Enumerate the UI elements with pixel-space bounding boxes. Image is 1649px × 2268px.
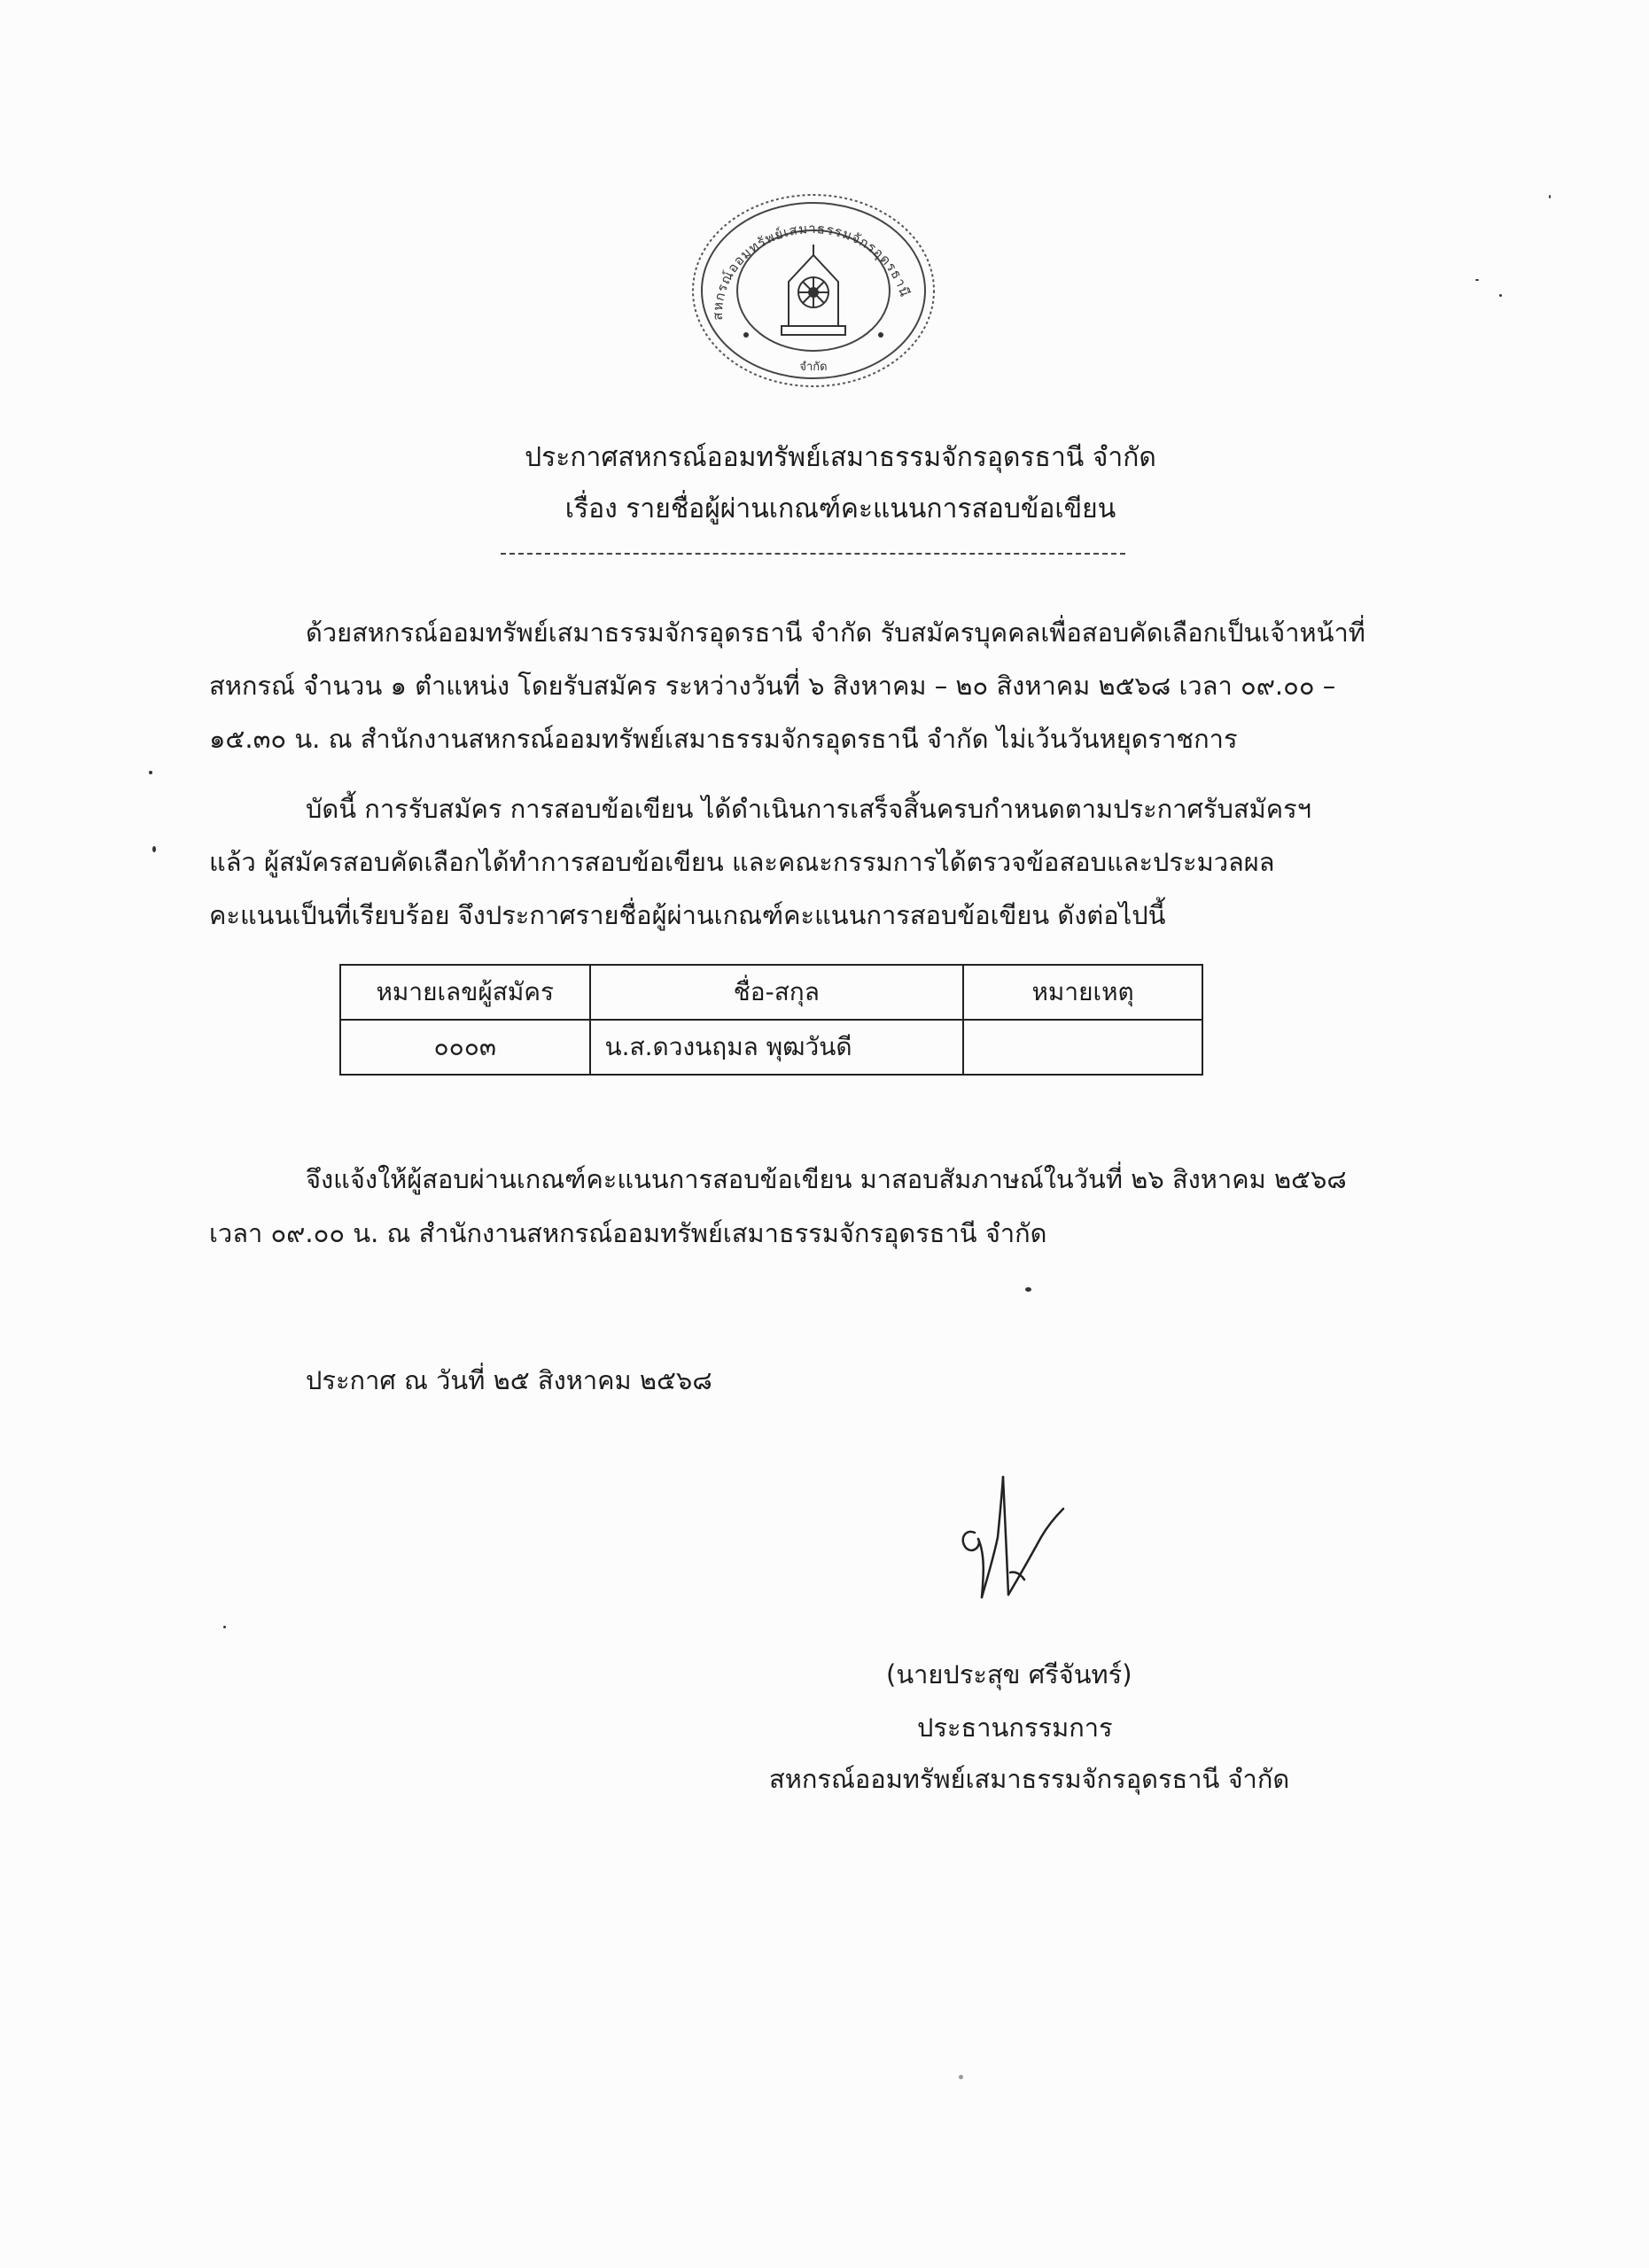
announcement-date: ประกาศ ณ วันที่ ๒๕ สิงหาคม ๒๕๖๘ [306, 1365, 712, 1395]
scan-speck [1549, 195, 1551, 198]
paragraph-1-line-1: ด้วยสหกรณ์ออมทรัพย์เสมาธรรมจักรอุดรธานี จำกัด รับสมัครบุคคลเพื่อสอบคัดเลือกเป็นเจ้าหน้าที่ [306, 617, 1365, 648]
passed-candidates-table [339, 964, 1203, 1076]
signatory-name: (นายประสุข ศรีจันทร์) [886, 1659, 1132, 1689]
paragraph-3-line-1: จึงแจ้งให้ผู้สอบผ่านเกณฑ์คะแนนการสอบข้อเขียน มาสอบสัมภาษณ์ในวันที่ ๒๖ สิงหาคม ๒๕๖๘ [306, 1164, 1347, 1194]
cooperative-seal-logo [689, 193, 937, 392]
paragraph-1-line-2: สหกรณ์ จำนวน ๑ ตำแหน่ง โดยรับสมัคร ระหว่างวันที่ ๖ สิงหาคม – ๒๐ สิงหาคม ๒๕๖๘ เวลา ๐๙.๐๐ – [209, 671, 1336, 701]
remarks-cell [963, 1020, 1202, 1075]
paragraph-2-line-1: บัดนี้ การรับสมัคร การสอบข้อเขียน ได้ดำเนินการเสร็จสิ้นครบกำหนดตามประกาศรับสมัครฯ [306, 794, 1311, 824]
dashed-divider [501, 553, 1125, 555]
applicant-number-cell: ๐๐๐๓ [340, 1020, 590, 1075]
svg-text:จำกัด: จำกัด [799, 361, 828, 374]
paragraph-3-line-2: เวลา ๐๙.๐๐ น. ณ สำนักงานสหกรณ์ออมทรัพย์เสมาธรรมจักรอุดรธานี จำกัด [209, 1218, 1047, 1248]
paragraph-1-line-3: ๑๕.๓๐ น. ณ สำนักงานสหกรณ์ออมทรัพย์เสมาธรรมจักรอุดรธานี จำกัด ไม่เว้นวันหยุดราชการ [209, 724, 1238, 754]
column-header-applicant-number: หมายเลขผู้สมัคร [340, 965, 590, 1020]
svg-text:สหกรณ์ออมทรัพย์เสมาธรรมจักรอุด: สหกรณ์ออมทรัพย์เสมาธรรมจักรอุดรธานี [709, 221, 914, 321]
scan-speck [1025, 1287, 1031, 1292]
scan-speck [959, 2075, 963, 2079]
scan-speck [1499, 294, 1502, 297]
column-header-full-name: ชื่อ-สกุล [590, 965, 964, 1020]
scan-speck [223, 1626, 226, 1628]
table-header-row [340, 965, 1202, 1020]
signatory-organization: สหกรณ์ออมทรัพย์เสมาธรรมจักรอุดรธานี จำกัด [769, 1764, 1290, 1794]
scan-speck [1475, 279, 1479, 281]
column-header-remarks: หมายเหตุ [963, 965, 1202, 1020]
paragraph-2-line-3: คะแนนเป็นที่เรียบร้อย จึงประกาศรายชื่อผู้ผ่านเกณฑ์คะแนนการสอบข้อเขียน ดังต่อไปนี้ [209, 900, 1166, 930]
paragraph-2-line-2: แล้ว ผู้สมัครสอบคัดเลือกได้ทำการสอบข้อเขียน และคณะกรรมการได้ตรวจข้อสอบและประมวลผล [209, 847, 1275, 877]
full-name-cell: น.ส.ดวงนฤมล พุฒวันดี [590, 1020, 964, 1075]
signatory-position: ประธานกรรมการ [917, 1713, 1113, 1743]
handwritten-signature [939, 1466, 1090, 1612]
scan-speck [149, 771, 152, 774]
announcement-subject: เรื่อง รายชื่อผู้ผ่านเกณฑ์คะแนนการสอบข้อเขียน [564, 493, 1116, 524]
table-row [340, 1020, 1202, 1075]
scan-speck [152, 846, 156, 852]
announcement-title: ประกาศสหกรณ์ออมทรัพย์เสมาธรรมจักรอุดรธานี จำกัด [525, 442, 1156, 473]
